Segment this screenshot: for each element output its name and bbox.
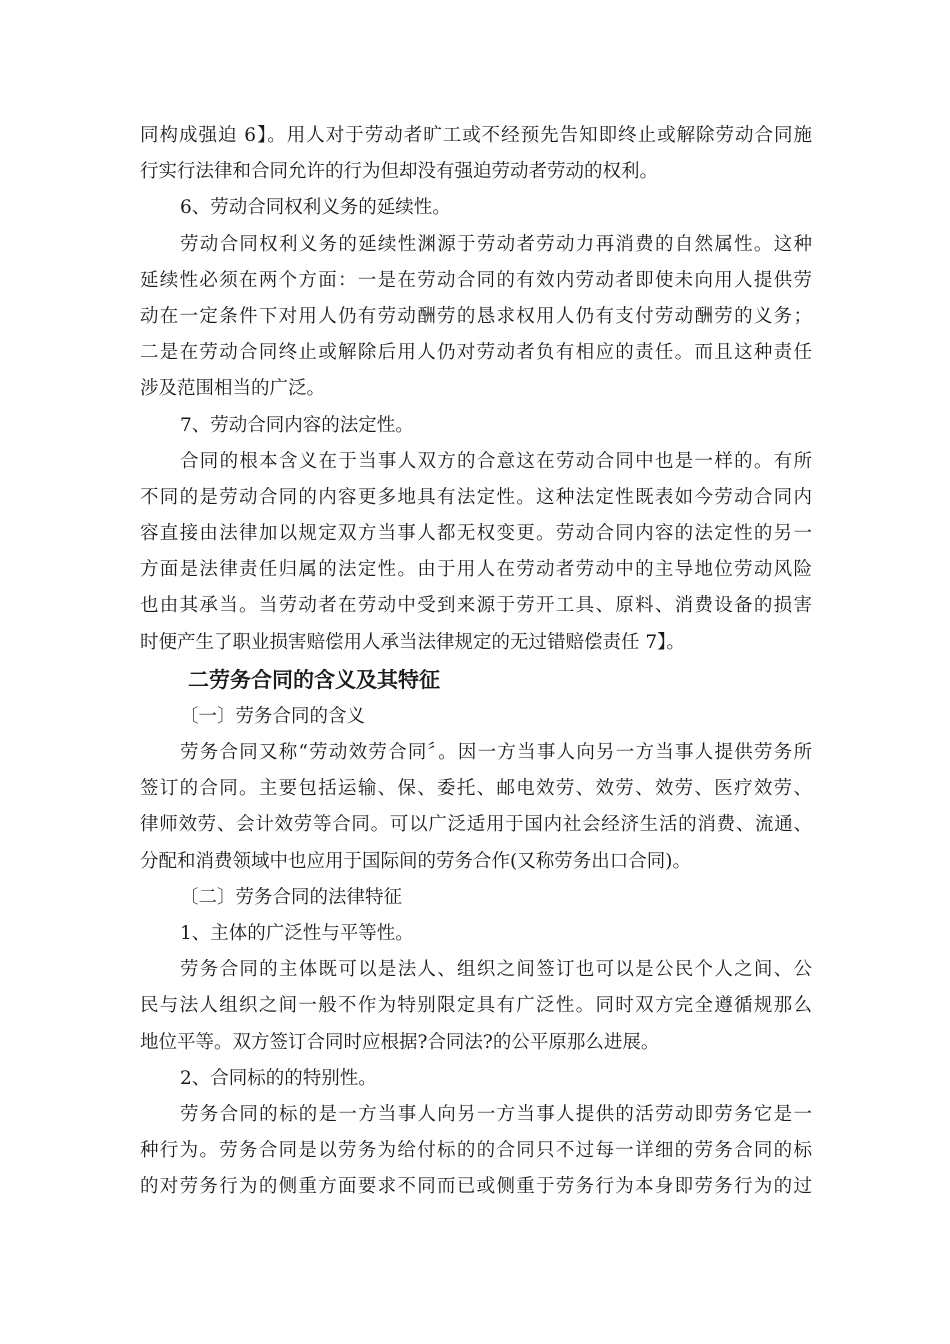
section-item-heading: 6、劳动合同权利义务的延续性。 (180, 197, 451, 219)
text-line: 种行为。劳务合同是以劳务为给付标的的合同只不过每一详细的劳务合同的标 (140, 1140, 812, 1162)
paragraph-first-line: 劳务合同又称“劳动效劳合同〞。因一方当事人向另一方当事人提供劳务所 (180, 742, 812, 763)
section-item-heading: 7、劳动合同内容的法定性。 (180, 414, 414, 436)
text-line: 涉及范围相当的广泛。 (140, 378, 326, 400)
text-line: 容直接由法律加以规定双方当事人都无权变更。劳动合同内容的法定性的另一 (140, 523, 812, 545)
text-line: 的对劳务行为的侧重方面要求不同而已或侧重于劳务行为本身即劳务行为的过 (140, 1176, 812, 1198)
text-line: 签订的合同。主要包括运输、保、委托、邮电效劳、效劳、效劳、医疗效劳、 (140, 778, 812, 800)
text-line: 方面是法律责任归属的法定性。由于用人在劳动者劳动中的主导地位劳动风险 (140, 559, 812, 581)
subsection-heading: 〔一〕劳务合同的含义 (180, 705, 366, 727)
text-line: 不同的是劳动合同的内容更多地具有法定性。这种法定性既表如今劳动合同内 (140, 486, 812, 508)
section-item-heading: 2、合同标的的特别性。 (180, 1067, 377, 1089)
text-line: 民与法人组织之间一般不作为特别限定具有广泛性。同时双方完全遵循规那么 (140, 995, 812, 1017)
text-line: 延续性必须在两个方面：一是在劳动合同的有效内劳动者即使未向用人提供劳 (140, 269, 812, 291)
text-line: 分配和消费领域中也应用于国际间的劳务合作(又称劳务出口合同)。 (140, 850, 691, 872)
text-line: 二是在劳动合同终止或解除后用人仍对劳动者负有相应的责任。而且这种责任 (140, 342, 812, 364)
text-line: 时便产生了职业损害赔偿用人承当法律规定的无过错赔偿责任 7】。 (140, 631, 685, 653)
text-line: 行实行法律和合同允许的行为但却没有强迫劳动者劳动的权利。 (140, 161, 659, 183)
paragraph-first-line: 合同的根本含义在于当事人双方的合意这在劳动合同中也是一样的。有所 (180, 450, 812, 472)
text-line: 地位平等。双方签订合同时应根据?合同法?的公平原那么进展。 (140, 1031, 660, 1053)
text-line: 动在一定条件下对用人仍有劳动酬劳的恳求权用人仍有支付劳动酬劳的义务； (140, 305, 812, 327)
paragraph-first-line: 劳务合同的标的是一方当事人向另一方当事人提供的活劳动即劳务它是一 (180, 1103, 812, 1125)
paragraph-first-line: 劳务合同的主体既可以是法人、组织之间签订也可以是公民个人之间、公 (180, 959, 812, 981)
text-line: 也由其承当。当劳动者在劳动中受到来源于劳开工具、原料、消费设备的损害 (140, 595, 812, 617)
document-body (140, 118, 812, 1205)
section-heading: 二劳务合同的含义及其特征 (188, 667, 440, 692)
section-item-heading: 1、主体的广泛性与平等性。 (180, 922, 414, 944)
paragraph-first-line: 劳动合同权利义务的延续性渊源于劳动者劳动力再消费的自然属性。这种 (180, 233, 812, 255)
subsection-heading: 〔二〕劳务合同的法律特征 (180, 886, 403, 908)
text-line: 同构成强迫 6】。用人对于劳动者旷工或不经预先告知即终止或解除劳动合同施 (140, 125, 812, 146)
text-line: 律师效劳、会计效劳等合同。可以广泛适用于国内社会经济生活的消费、流通、 (140, 814, 812, 836)
